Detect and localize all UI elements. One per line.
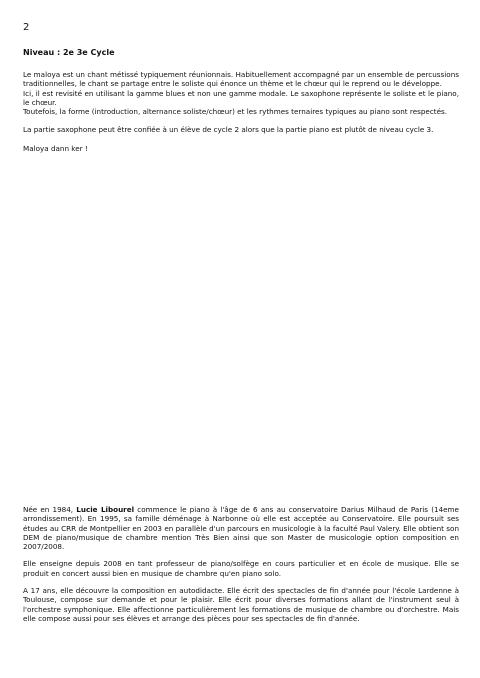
bio-intro-text: Née en 1984,	[23, 505, 77, 514]
level-title: Niveau : 2e 3e Cycle	[23, 48, 115, 57]
page-number: 2	[23, 22, 30, 33]
intro-paragraph-5: Maloya dann ker !	[23, 143, 88, 153]
intro-section	[23, 70, 459, 153]
bio-paragraph-1-text: commence le piano à l'âge de 6 ans au conservatoire Darius Milhaud de Paris (14eme arrondissement). En 1995, sa famille déménage à Narbonne où elle est acceptée au Conservatoire. Elle poursuit ses études au CRR de Montpellier en 2003 en parallèle d'un parcours en musicologie à la faculté Paul Valery. Elle obtient son DEM de piano/musique de chambre mention Très Bien ainsi que son Master de musicologie option composition en 2007/2008.	[23, 505, 459, 552]
intro-paragraph-3: Toutefois, la forme (introduction, alternance soliste/chœur) et les rythmes ternaires typiques au piano sont respectés.	[23, 107, 448, 117]
intro-paragraph-2: Ici, il est revisité en utilisant la gamme blues et non une gamme modale. Le saxophone représente le soliste et le piano, le chœur.	[23, 88, 459, 107]
bio-paragraph-2: Elle enseigne depuis 2008 en tant professeur de piano/solfège en cours particulier et en école de musique. Elle se produit en concert aussi bien en musique de chambre qu'en piano solo.	[23, 559, 459, 578]
bio-paragraph-3: A 17 ans, elle découvre la composition en autodidacte. Elle écrit des spectacles de fin d'année pour l'école Lardenne à Toulouse, compose sur demande et pour le plaisir. Elle écrit pour diverses formations allant de l'instrument seul à l'orchestre symphonique. Elle affectionne particulièrement les formations de musique de chambre ou d'orchestre. Mais elle compose aussi pour ses élèves et arrange des pièces pour ses spectacles de fin d'année.	[23, 586, 459, 623]
intro-paragraph-4: La partie saxophone peut être confiée à un élève de cycle 2 alors que la partie piano est plutôt de niveau cycle 3.	[23, 125, 434, 135]
biography-section	[23, 505, 459, 623]
bio-paragraph-1	[23, 505, 459, 551]
intro-paragraph-1: Le maloya est un chant métissé typiquement réunionnais. Habituellement accompagné par un ensemble de percussions traditionnelles, le chant se partage entre le soliste qui énonce un thème et le chœur qui le reprend ou le développe.	[23, 70, 459, 89]
composer-name: Lucie Libourel	[76, 505, 135, 514]
